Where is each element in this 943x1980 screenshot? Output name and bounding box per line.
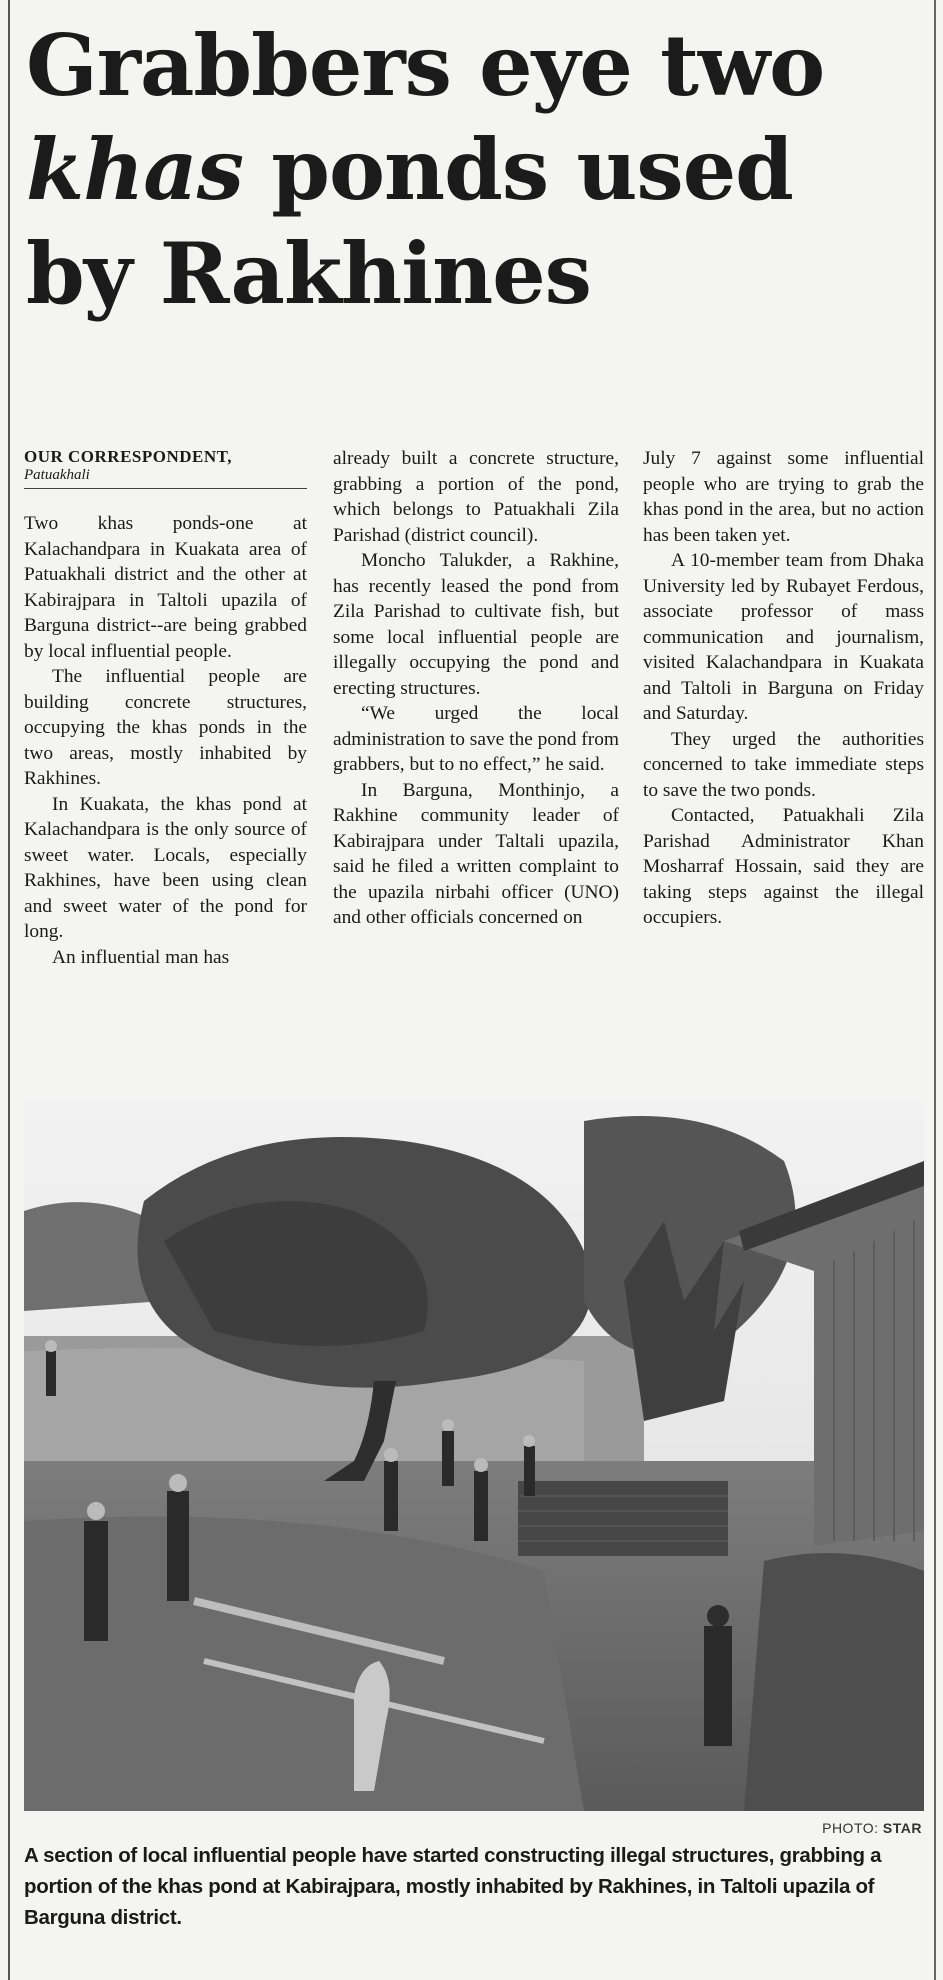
photo-illustration bbox=[24, 1101, 924, 1811]
paragraph: Moncho Talukder, a Rakhine, has recently leased the pond from Zila Parishad to cultivate fish, but some local influential people are illegally occupying the pond and erecting structures. bbox=[333, 550, 619, 699]
paragraph: An influential man has bbox=[52, 946, 230, 968]
paragraph: “We urged the local administration to save the pond from grabbers, but to no effect,” he said. bbox=[333, 703, 619, 775]
right-border-rule bbox=[934, 0, 936, 1980]
headline-line-2: ponds used bbox=[243, 120, 793, 219]
article-column-3 bbox=[643, 446, 924, 931]
news-photo bbox=[24, 1101, 924, 1811]
byline-name: OUR CORRESPONDENT, bbox=[24, 447, 232, 466]
paragraph: A 10-member team from Dhaka University led by Rubayet Ferdous, associate professor of mass communication and journalism, visited Kalachandpara in Kuakata and Taltoli in Barguna on Friday and Saturday. bbox=[643, 550, 924, 724]
headline-line-1: Grabbers eye two bbox=[26, 16, 825, 115]
photo-caption: A section of local influential people have started constructing illegal structures, grabbing a portion of the khas pond at Kabirajpara, mostly inhabited by Rakhines, in Taltoli upazila of Barguna district. bbox=[24, 1844, 882, 1929]
paragraph: In Barguna, Monthinjo, a Rakhine community leader of Kabirajpara under Taltali upazila, said he filed a written complaint to the upazila nirbahi officer (UNO) and other officials concerned on bbox=[333, 779, 619, 928]
paragraph: In Kuakata, the khas pond at Kalachandpara is the only source of sweet water. Locals, especially Rakhines, have been using clean and sweet water of the pond for long. bbox=[24, 793, 307, 942]
byline bbox=[24, 447, 307, 489]
article-column-1 bbox=[24, 511, 307, 970]
paragraph: They urged the authorities concerned to take immediate steps to save the two ponds. bbox=[643, 728, 924, 801]
paragraph: Contacted, Patuakhali Zila Parishad Administrator Khan Mosharraf Hossain, said they are taking steps against the illegal occupiers. bbox=[643, 805, 924, 928]
paragraph: Two khas ponds-one at Kalachandpara in Kuakata area of Patuakhali district and the other at Kabirajpara in Taltoli upazila of Barguna district--are being grabbed by local influential people. bbox=[24, 513, 307, 662]
left-border-rule bbox=[8, 0, 10, 1980]
photo-credit-label: PHOTO: bbox=[822, 1820, 879, 1836]
headline-line-3: by Rakhines bbox=[26, 224, 591, 323]
headline bbox=[26, 14, 926, 326]
paragraph: July 7 against some influential people who are trying to grab the khas pond in the area, but no action has been taken yet. bbox=[643, 448, 924, 546]
paragraph: The influential people are building concrete structures, occupying the khas ponds in the two areas, mostly inhabited by Rakhines. bbox=[24, 666, 307, 789]
byline-place: Patuakhali bbox=[24, 467, 90, 483]
photo-credit-source: STAR bbox=[882, 1820, 922, 1836]
article-column-2 bbox=[333, 446, 619, 931]
photo-credit bbox=[600, 1820, 922, 1836]
headline-italic-word: khas bbox=[26, 120, 243, 219]
paragraph: already built a concrete structure, grabbing a portion of the pond, which belongs to Patuakhali Zila Parishad (district council). bbox=[333, 448, 619, 546]
